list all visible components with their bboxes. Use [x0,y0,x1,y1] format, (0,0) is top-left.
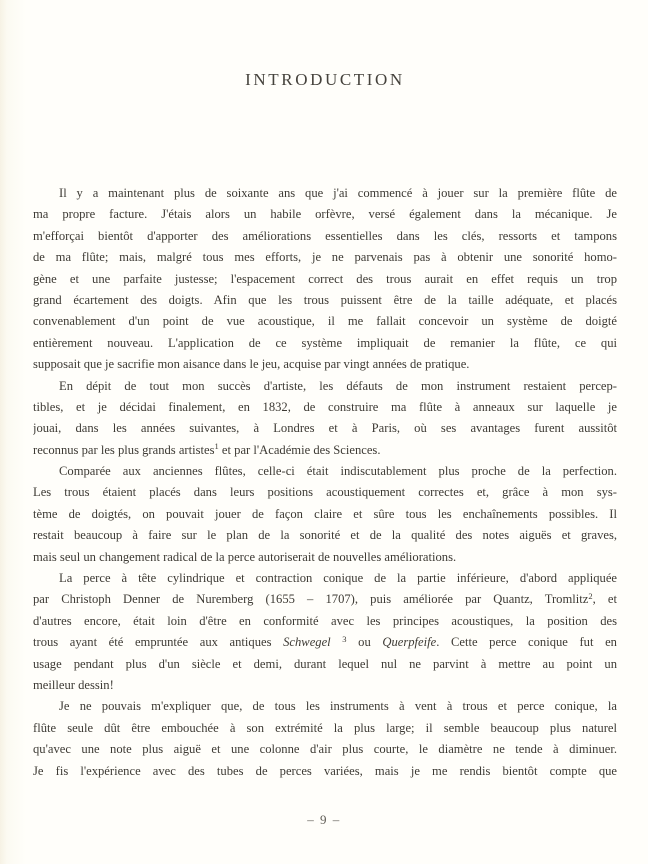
text-line [33,418,617,439]
text-segment: En dépit de tout mon succès d'artiste, les défauts de mon instrument restaient percep- [59,378,617,393]
text-line [33,247,617,268]
text-segment: trous ayant été empruntée aux antiques [33,635,284,650]
text-segment: Je fis l'expérience avec des tubes de perces variées, mais je me rendis bientôt compte que [33,763,617,778]
text-segment: Les trous étaient placés dans leurs positions acoustiquement correctes et, grâce à mon sys- [33,485,617,500]
text-segment: mais seul un changement radical de la perce autoriserait de nouvelles améliorations. [33,549,457,564]
paragraph [33,568,617,696]
text-segment: convenablement d'un point de vue acoustique, il me fallait concevoir un système de doigté [33,314,617,329]
text-segment: et par l'Académie des Sciences. [218,442,381,457]
text-segment: tibles, et je décidai finalement, en 1832, de construire ma flûte à anneaux sur laquelle je [33,399,617,414]
text-line [33,568,617,589]
text-segment: par Christoph Denner de Nuremberg (1655 – 1707), puis améliorée par Quantz, Tromlitz [33,592,589,607]
text-segment: tème de doigtés, on pouvait jouer de façon claire et sûre tous les enchaînements possibles. Il [33,506,617,521]
text-line [33,354,617,375]
text-line [33,632,617,653]
body-text [33,183,617,782]
footnote-reference: 3 [342,633,347,644]
text-segment: qu'avec une note plus aiguë et une colonne d'air plus courte, le diamètre ne tende à diminuer. [33,742,617,757]
text-line [33,226,617,247]
text-segment: Je ne pouvais m'expliquer que, de tous les instruments à vent à trous et perce conique, la [59,699,617,714]
text-segment: Il y a maintenant plus de soixante ans que j'ai commencé à jouer sur la première flûte de [59,186,617,200]
page-number: – 9 – [307,812,341,827]
text-line [33,675,617,696]
text-segment: usage pendant plus d'un siècle et demi, durant lequel nul ne parvint à mettre au point un [33,656,617,671]
text-line [33,461,617,482]
paragraph [33,183,617,376]
text-segment: entièrement nouveau. L'application de ce système impliquait de remanier la flûte, ce qui [33,335,617,350]
text-segment: gène et une parfaite justesse; l'espacement correct des trous aurait en effet requis un trop [33,271,617,286]
text-line [33,269,617,290]
text-segment: meilleur dessin! [33,677,114,692]
text-segment: reconnus par les plus grands artistes [33,442,215,457]
text-line [33,440,617,461]
text-segment: Comparée aux anciennes flûtes, celle-ci était indiscutablement plus proche de la perfection. [59,464,617,479]
text-segment: ou [346,635,383,650]
text-segment: , et [592,592,617,607]
text-line [33,739,617,760]
text-segment: d'autres encore, était loin d'être en conformité avec les principes acoustiques, la position des [33,613,617,628]
text-line [33,654,617,675]
text-line [33,589,617,610]
text-line [33,376,617,397]
text-line [33,333,617,354]
text-segment: flûte seule dût être embouchée à son extrémité la plus large; il semble beaucoup plus naturel [33,720,617,735]
text-line [33,504,617,525]
text-line [33,311,617,332]
footnote-reference: 2 [588,590,593,601]
text-line [33,761,617,782]
footnote-reference: 1 [214,441,219,452]
paragraph [33,376,617,462]
text-segment: de ma flûte; mais, malgré tous mes efforts, je ne parvenais pas à obtenir une sonorité homo- [33,250,617,265]
italic-term: Schwegel [283,635,331,650]
text-line [33,696,617,717]
paragraph [33,696,617,782]
italic-term: Querpfeife [382,635,437,650]
text-segment [331,635,343,649]
text-line [33,397,617,418]
paragraph [33,461,617,568]
text-segment: grand écartement des doigts. Afin que les trous puissent être de la taille adéquate, et placés [33,292,617,307]
text-segment: restait beaucoup à faire sur le plan de la sonorité et de la qualité des notes aiguës et graves, [33,528,617,543]
text-segment: jouai, dans les années suivantes, à Londres et à Paris, où ses avantages furent aussitôt [33,421,617,436]
text-line [33,525,617,546]
text-line [33,611,617,632]
text-line [33,183,617,204]
text-line [33,482,617,503]
text-segment: La perce à tête cylindrique et contraction conique de la partie inférieure, d'abord appliquée [59,571,617,586]
text-line [33,547,617,568]
text-line [33,204,617,225]
text-line [33,718,617,739]
text-segment: supposait que je sacrifie mon aisance dans le jeu, acquise par vingt années de pratique. [33,357,470,372]
text-line [33,290,617,311]
text-segment: ma propre facture. J'étais alors un habile orfèvre, versé également dans la mécanique. Je [33,207,617,222]
text-segment: . Cette perce conique fut en [436,635,617,650]
page-title: INTRODUCTION [245,70,405,89]
text-segment: m'efforçai bientôt d'apporter des améliorations essentielles dans les clés, ressorts et tampons [33,228,617,243]
